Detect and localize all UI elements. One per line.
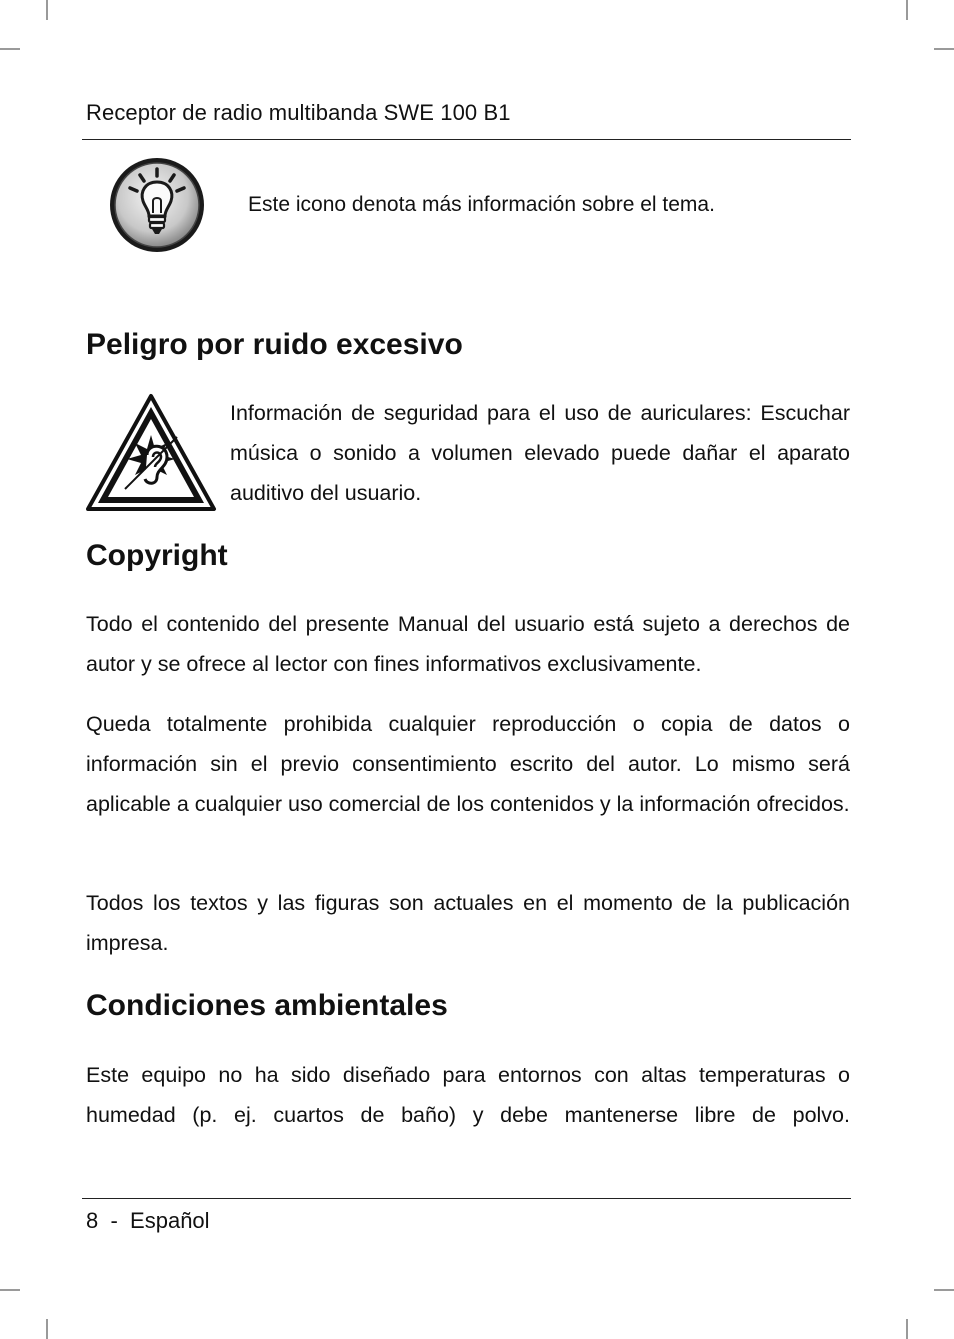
page-footer: [86, 1208, 210, 1234]
footer-language: Español: [130, 1208, 210, 1233]
footer-separator: -: [110, 1208, 118, 1233]
crop-mark: [46, 0, 48, 20]
info-note-text: Este icono denota más información sobre el tema.: [248, 193, 715, 216]
crop-mark: [906, 0, 908, 20]
header-rule: [82, 139, 851, 140]
crop-mark: [0, 48, 20, 50]
crop-mark: [46, 1319, 48, 1339]
crop-mark: [0, 1289, 20, 1291]
crop-mark: [906, 1319, 908, 1339]
document-header-title: Receptor de radio multibanda SWE 100 B1: [86, 100, 511, 125]
crop-mark: [934, 48, 954, 50]
crop-mark: [934, 1289, 954, 1291]
lightbulb-icon: [107, 155, 207, 255]
copyright-paragraph-2: Queda totalmente prohibida cualquier reproducción o copia de datos o información sin el previo consentimiento escrito del autor. Lo mismo será aplicable a cualquier uso comercial de los contenidos y la información ofrecidos.: [86, 712, 850, 816]
noise-paragraph: Información de seguridad para el uso de auriculares: Escuchar música o sonido a volumen elevado puede dañar el aparato auditivo del usuario.: [230, 401, 850, 505]
footer-gap: [98, 1208, 110, 1233]
section-heading-environment: Condiciones ambientales: [86, 989, 448, 1022]
hearing-warning-icon: [85, 393, 217, 513]
copyright-paragraph-3: Todos los textos y las figuras son actuales en el momento de la publicación impresa.: [86, 891, 850, 955]
footer-gap: [118, 1208, 130, 1233]
environment-paragraph: Este equipo no ha sido diseñado para entornos con altas temperaturas o humedad (p. ej. cuartos de baño) y debe mantenerse libre de polvo.: [86, 1063, 850, 1127]
section-heading-copyright: Copyright: [86, 539, 228, 572]
copyright-paragraph-1: Todo el contenido del presente Manual del usuario está sujeto a derechos de autor y se ofrece al lector con fines informativos exclusivamente.: [86, 612, 850, 676]
page-number: 8: [86, 1208, 99, 1233]
footer-rule: [82, 1198, 851, 1199]
section-heading-noise: Peligro por ruido excesivo: [86, 328, 463, 361]
